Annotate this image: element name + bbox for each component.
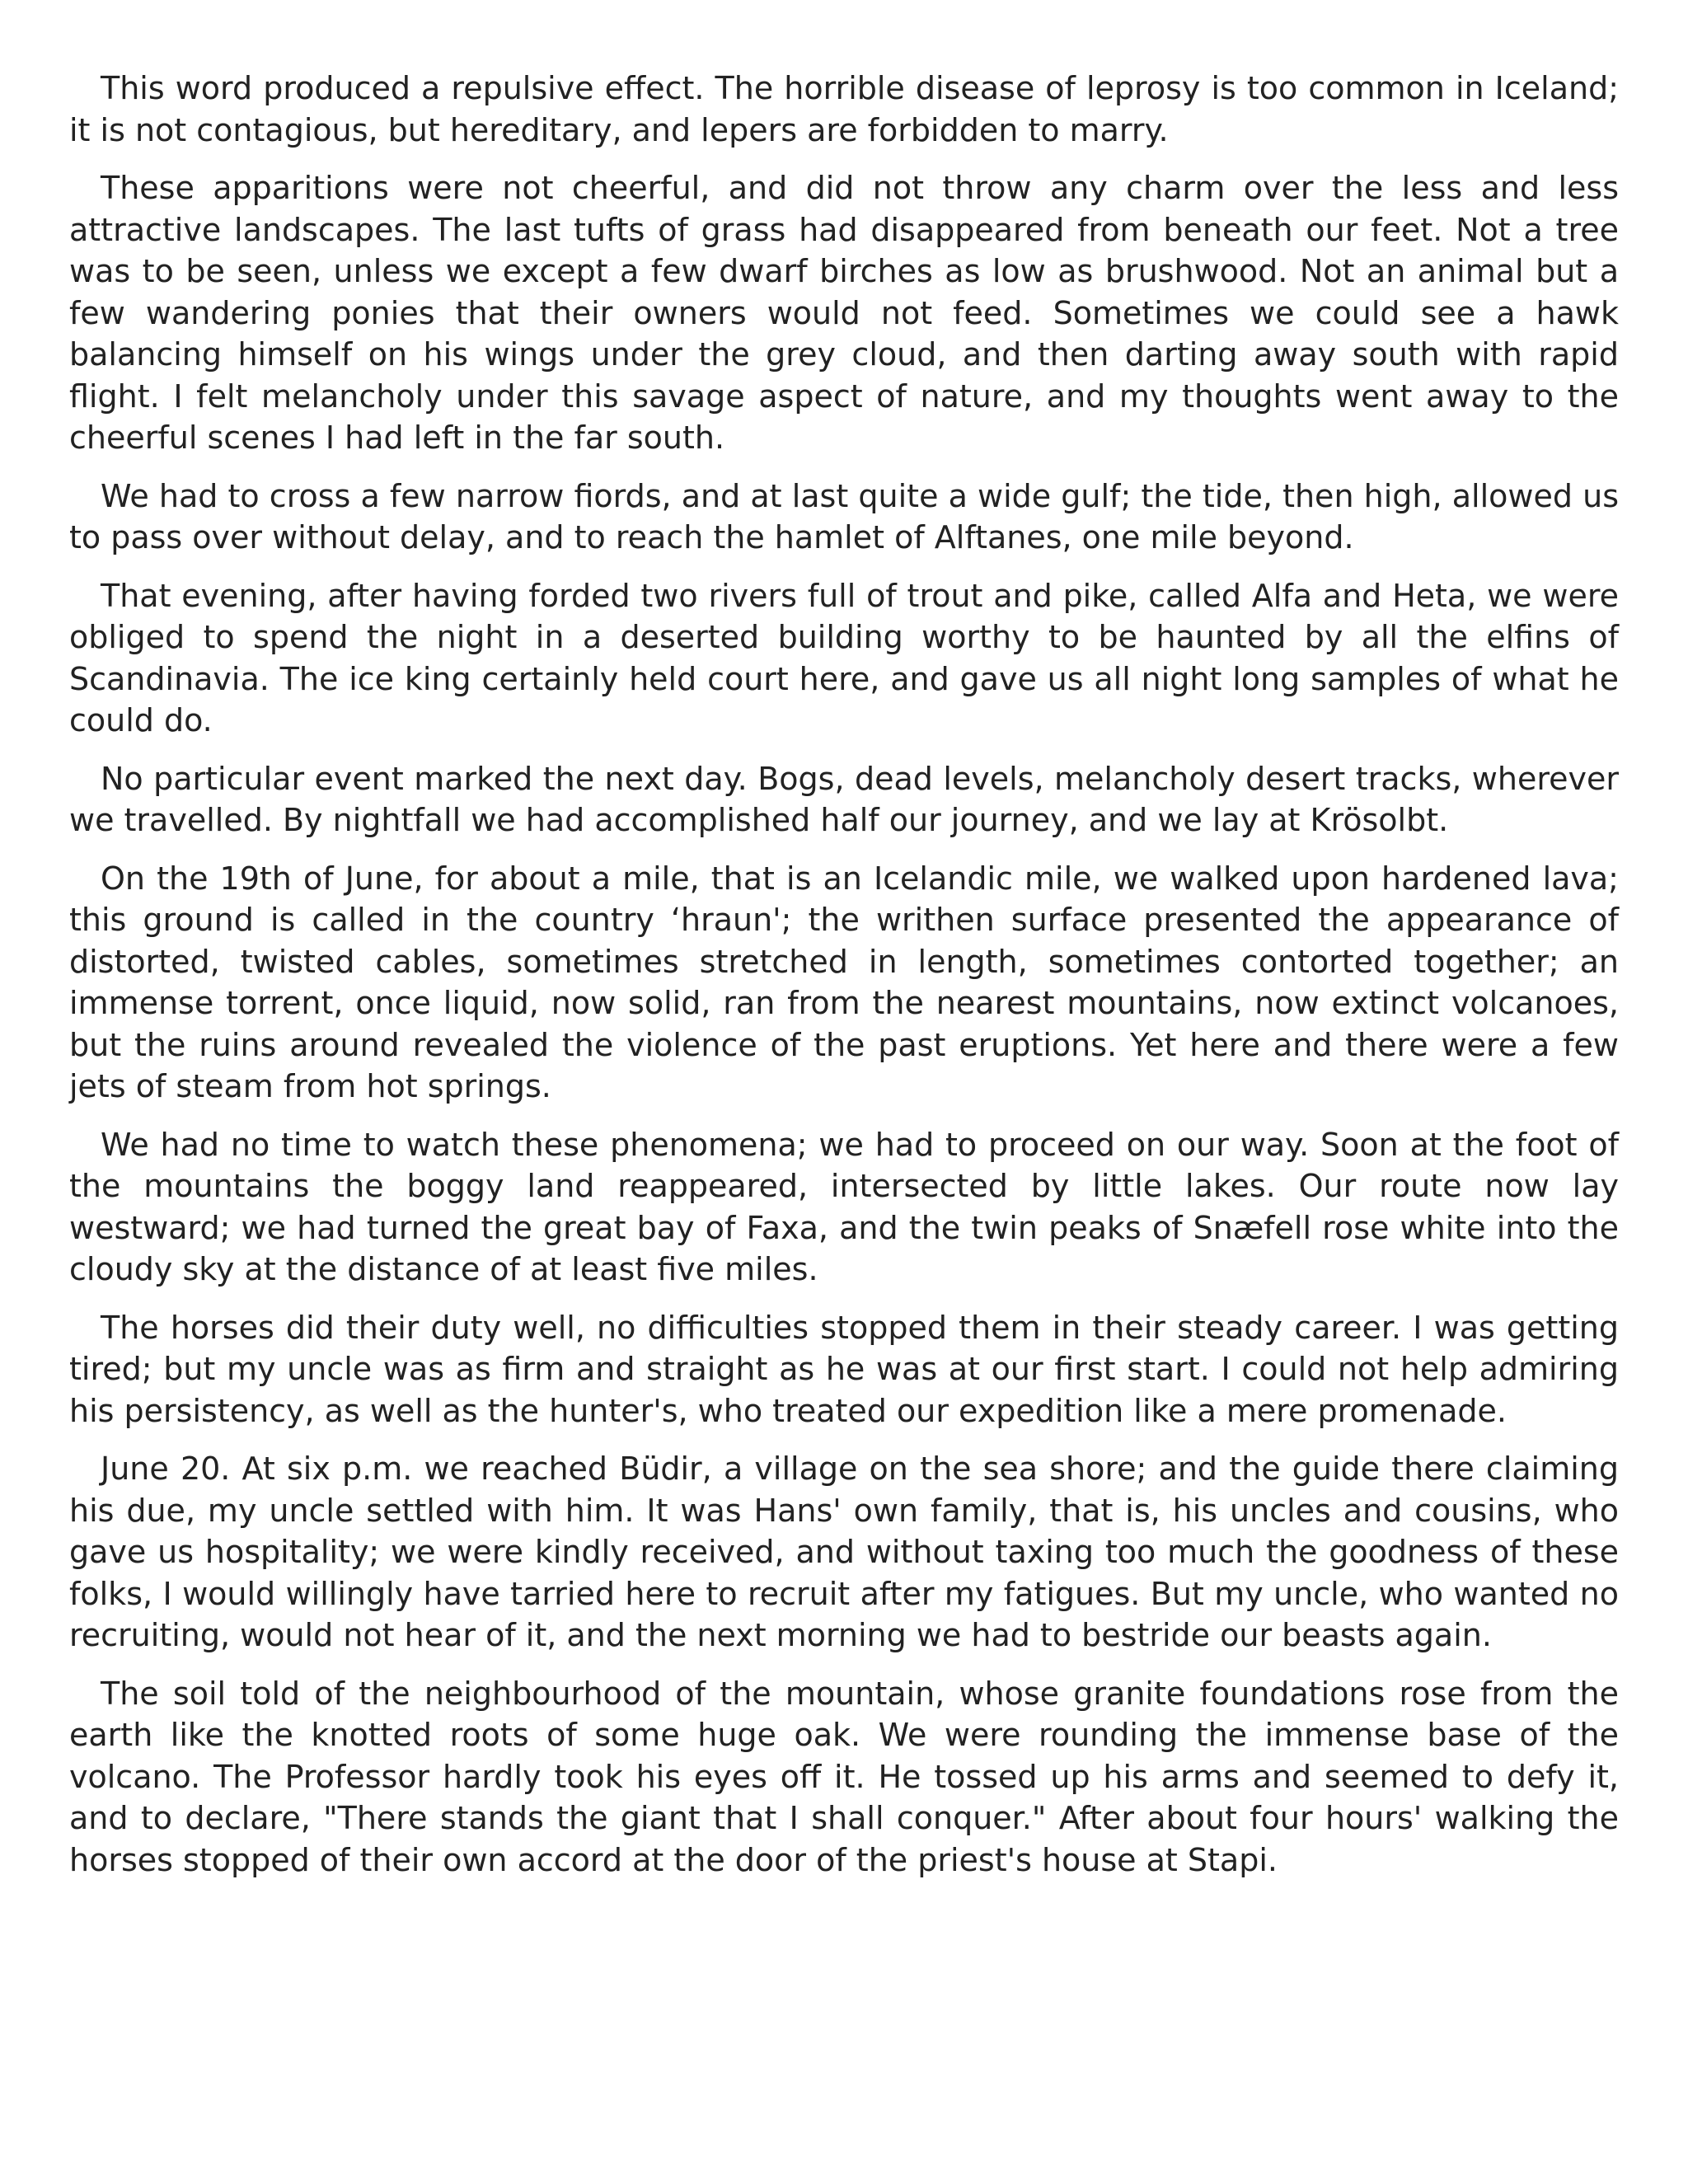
paragraph-8: The horses did their duty well, no difficulties stopped them in their steady career. I was getting tired; but my uncle was as firm and straight as he was at our first start. I could not help admiring his persistency, as well as the hunter's, who treated our expedition like a mere promenade. <box>69 1309 1619 1429</box>
paragraph-6: On the 19th of June, for about a mile, that is an Icelandic mile, we walked upon hardened lava; this ground is called in the country ‘hraun'; the writhen surface presented the appearance of distorted, twisted cables, sometimes stretched in length, sometimes contorted together; an immense torrent, once liquid, now solid, ran from the nearest mountains, now extinct volcanoes, but the ruins around revealed the violence of the past eruptions. Yet here and there were a few jets of steam from hot springs. <box>69 860 1619 1104</box>
paragraph-1: This word produced a repulsive effect. The horrible disease of leprosy is too common in Iceland; it is not contagious, but hereditary, and lepers are forbidden to marry. <box>69 70 1619 148</box>
paragraph-9: June 20. At six p.m. we reached Büdir, a village on the sea shore; and the guide there claiming his due, my uncle settled with him. It was Hans' own family, that is, his uncles and cousins, who gave us hospitality; we were kindly received, and without taxing too much the goodness of these folks, I would willingly have tarried here to recruit after my fatigues. But my uncle, who wanted no recruiting, would not hear of it, and the next morning we had to bestride our beasts again. <box>69 1451 1619 1653</box>
paragraph-7: We had no time to watch these phenomena; we had to proceed on our way. Soon at the foot of the mountains the boggy land reappeared, intersected by little lakes. Our route now lay westward; we had turned the great bay of Faxa, and the twin peaks of Snæfell rose white into the cloudy sky at the distance of at least five miles. <box>69 1126 1619 1287</box>
paragraph-3: We had to cross a few narrow fiords, and at last quite a wide gulf; the tide, then high, allowed us to pass over without delay, and to reach the hamlet of Alftanes, one mile beyond. <box>69 477 1619 555</box>
paragraph-4: That evening, after having forded two rivers full of trout and pike, called Alfa and Heta, we were obliged to spend the night in a deserted building worthy to be haunted by all the elfins of Scandinavia. The ice king certainly held court here, and gave us all night long samples of what he could do. <box>69 577 1619 738</box>
paragraph-10: The soil told of the neighbourhood of the mountain, whose granite foundations rose from the earth like the knotted roots of some huge oak. We were rounding the immense base of the volcano. The Professor hardly took his eyes off it. He tossed up his arms and seemed to defy it, and to declare, "There stands the giant that I shall conquer." After about four hours' walking the horses stopped of their own accord at the door of the priest's house at Stapi. <box>69 1675 1619 1878</box>
paragraph-5: No particular event marked the next day. Bogs, dead levels, melancholy desert tracks, wherever we travelled. By nightfall we had accomplished half our journey, and we lay at Krösolbt. <box>69 760 1619 838</box>
paragraph-2: These apparitions were not cheerful, and did not throw any charm over the less and less attractive landscapes. The last tufts of grass had disappeared from beneath our feet. Not a tree was to be seen, unless we except a few dwarf birches as low as brushwood. Not an animal but a few wandering ponies that their owners would not feed. Sometimes we could see a hawk balancing himself on his wings under the grey cloud, and then darting away south with rapid flight. I felt melancholy under this savage aspect of nature, and my thoughts went away to the cheerful scenes I had left in the far south. <box>69 170 1619 456</box>
